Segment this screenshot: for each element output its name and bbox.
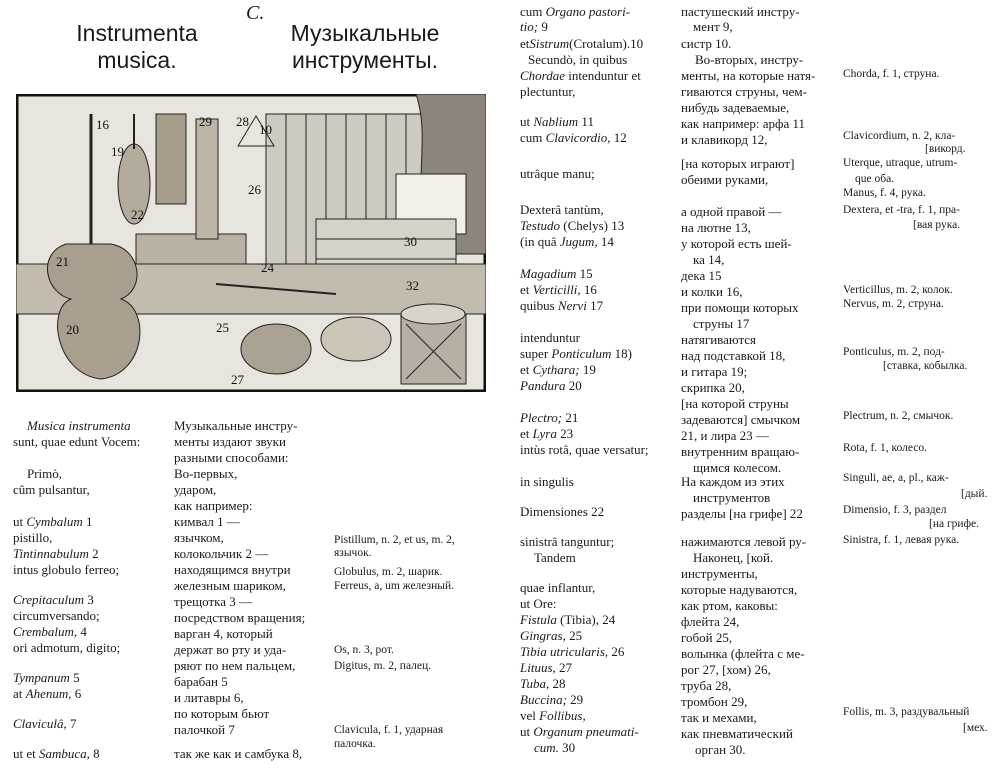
gloss-line: [викорд. [925, 143, 966, 155]
latin-line: cum. 30 [534, 740, 576, 755]
gloss-line: Sinistra, f. 1, левая рука. [843, 534, 960, 546]
russian-line: дека 15 [681, 268, 722, 283]
latin-line: pistillo, [13, 530, 53, 545]
latin-line: cûm pulsantur, [13, 482, 90, 497]
figure-label: 16 [96, 117, 109, 132]
gloss-line: Dextera, et -tra, f. 1, пра- [843, 204, 960, 216]
latin-line: Magadium 15 [520, 266, 593, 281]
figure-label: 28 [236, 114, 249, 129]
russian-line: как например: [174, 498, 253, 513]
gloss-line: Globulus, m. 2, шарик. [334, 566, 443, 578]
russian-line: нажимаются левой ру- [681, 534, 807, 549]
gloss-line: Follis, m. 3, раздувальный [843, 706, 970, 718]
russian-line: [на которых играют] [681, 156, 795, 171]
russian-line: которые надуваются, [681, 582, 798, 597]
latin-line: etSistrum(Crotalum).10 [520, 36, 644, 51]
gloss-line: Pistillum, n. 2, et us, m. 2, [334, 534, 455, 546]
russian-line: Во-вторых, инстру- [695, 52, 804, 67]
russian-line: натягиваются [681, 332, 757, 347]
russian-line: а одной правой — [681, 204, 782, 219]
russian-line: флейта 24, [681, 614, 740, 629]
gloss-line: [ставка, кобылка. [883, 360, 968, 372]
russian-line: ударом, [174, 482, 217, 497]
latin-line: super Ponticulum 18) [520, 346, 632, 361]
russian-line: орган 30. [695, 742, 746, 757]
russian-line: щимся колесом. [693, 460, 782, 475]
russian-line: находящимся внутри [174, 562, 291, 577]
russian-line: обеими руками, [681, 172, 769, 187]
latin-line: at Ahenum, 6 [13, 686, 82, 701]
russian-line: 21, и лира 23 — [681, 428, 769, 443]
latin-line: Chordae intenduntur et [520, 68, 641, 83]
title-latin-line2: musica. [97, 47, 177, 73]
russian-line: при помощи которых [681, 300, 799, 315]
russian-line: палочкой 7 [174, 722, 235, 737]
russian-line: так и мехами, [681, 710, 757, 725]
russian-line: и клавикорд 12, [681, 132, 768, 147]
latin-line: in singulis [520, 474, 574, 489]
russian-line: нибудь задеваемые, [681, 100, 790, 115]
russian-line: как например: арфа 11 [681, 116, 806, 131]
title-russian-line1: Музыкальные [290, 20, 440, 46]
title-latin-line1: Instrumenta [76, 20, 198, 46]
latin-line: Plectro; 21 [520, 410, 579, 425]
russian-line: ряют по нем пальцем, [174, 658, 296, 673]
figure-label: 10 [259, 122, 272, 137]
gloss-line: Clavicula, f. 1, ударная [334, 724, 444, 736]
russian-line: железным шариком, [174, 578, 286, 593]
latin-line: ut Cymbalum 1 [13, 514, 93, 529]
latin-line: quae inflantur, [520, 580, 596, 595]
russian-line: мент 9, [693, 19, 733, 34]
russian-line: скрипка 20, [681, 380, 745, 395]
russian-line: держат во рту и уда- [174, 642, 287, 657]
latin-line: Tintinnabulum 2 [13, 546, 99, 561]
latin-line: utrâque manu; [520, 166, 595, 181]
russian-line: и колки 16, [681, 284, 743, 299]
latin-line: et Lyra 23 [520, 426, 574, 441]
figure-label: 21 [56, 254, 69, 269]
gloss-line: Rota, f. 1, колесо. [843, 442, 928, 454]
russian-line: разными способами: [174, 450, 289, 465]
gloss-line: Singuli, ae, a, pl., каж- [843, 472, 949, 484]
russian-line: разделы [на грифе] 22 [681, 506, 803, 521]
latin-line: Tympanum 5 [13, 670, 80, 685]
latin-line: circumversando; [13, 608, 100, 623]
russian-line: барабан 5 [174, 674, 228, 689]
russian-line: задеваются] смычком [681, 412, 801, 427]
figure-label: 26 [248, 182, 261, 197]
russian-line: менты, на которые натя- [681, 68, 816, 83]
russian-line: систр 10. [681, 36, 732, 51]
russian-line: ка 14, [693, 252, 725, 267]
latin-line: sinistrâ tanguntur; [520, 534, 615, 549]
russian-line: инструменты, [681, 566, 758, 581]
russian-line: На каждом из этих [681, 474, 785, 489]
russian-line: так же как и самбука 8, [174, 746, 303, 761]
latin-line: Testudo (Chelys) 13 [520, 218, 625, 233]
russian-line: волынка (флейта с ме- [681, 646, 805, 661]
gloss-line: язычок. [334, 547, 372, 559]
russian-line: колокольчик 2 — [174, 546, 269, 561]
latin-line: (in quâ Jugum, 14 [520, 234, 614, 249]
figure-label: 30 [404, 234, 417, 249]
latin-line: Gingras, 25 [520, 628, 583, 643]
gloss-line: Ferreus, a, um железный. [334, 580, 454, 592]
latin-line: Primò, [27, 466, 63, 481]
russian-line: [на которой струны [681, 396, 789, 411]
russian-line: Во-первых, [174, 466, 238, 481]
gloss-line: Uterque, utraque, utrum- [843, 157, 958, 169]
gloss-line: Dimensio, f. 3, раздел [843, 504, 947, 516]
russian-line: как пневматический [681, 726, 793, 741]
latin-line: quibus Nervi 17 [520, 298, 604, 313]
page-letter: C. [246, 2, 265, 24]
latin-line: Crembalum, 4 [13, 624, 87, 639]
gloss-line: Nervus, m. 2, струна. [843, 298, 944, 310]
russian-line: и гитара 19; [681, 364, 748, 379]
latin-line: Pandura 20 [520, 378, 582, 393]
title-russian [270, 20, 460, 74]
russian-line: гобой 25, [681, 630, 733, 645]
gloss-line: que оба. [855, 173, 895, 185]
russian-line: струны 17 [693, 316, 750, 331]
instruments-illustration [16, 94, 486, 392]
russian-line: гиваются струны, чем- [681, 84, 807, 99]
latin-line: Lituus, 27 [520, 660, 573, 675]
russian-line: на лютне 13, [681, 220, 751, 235]
russian-line: как ртом, каковы: [681, 598, 778, 613]
russian-line: труба 28, [681, 678, 732, 693]
gloss-line: Ponticulus, m. 2, под- [843, 346, 945, 358]
gloss-line: [вая рука. [913, 219, 961, 231]
latin-line: cum Organo pastori- [520, 4, 631, 19]
gloss-line: [дый. [961, 488, 988, 500]
latin-line: Dexterâ tantùm, [520, 202, 604, 217]
gloss-line: Verticillus, m. 2, колок. [843, 284, 953, 296]
russian-line: язычком, [174, 530, 224, 545]
russian-line: тромбон 29, [681, 694, 748, 709]
latin-line: Dimensiones 22 [520, 504, 605, 519]
russian-line: и литавры 6, [174, 690, 244, 705]
gloss-line: [мех. [963, 722, 988, 734]
latin-line: Musica instrumenta [27, 418, 131, 433]
latin-line: intùs rotâ, quae versatur; [520, 442, 649, 457]
gloss-line: Chorda, f. 1, струна. [843, 68, 940, 80]
latin-line: intenduntur [520, 330, 580, 345]
latin-line: intus globulo ferreo; [13, 562, 120, 577]
russian-line: внутренним вращаю- [681, 444, 800, 459]
figure-label: 25 [216, 320, 229, 335]
russian-line: над подставкой 18, [681, 348, 786, 363]
gloss-line: [на грифе. [929, 518, 980, 530]
latin-line: et Verticilli, 16 [520, 282, 597, 297]
russian-line: Наконец, [кой. [693, 550, 774, 565]
latin-line: ut et Sambuca, 8 [13, 746, 100, 761]
title-latin [62, 20, 212, 74]
latin-line: Fistula (Tibia), 24 [520, 612, 616, 627]
russian-line: трещотка 3 — [174, 594, 253, 609]
latin-line: ut Organum pneumati- [520, 724, 639, 739]
title-russian-line2: инструменты. [291, 47, 439, 73]
latin-line: et Cythara; 19 [520, 362, 596, 377]
figure-label: 20 [66, 322, 79, 337]
russian-line: Музыкальные инстру- [174, 418, 298, 433]
gloss-line: Plectrum, n. 2, смычок. [843, 410, 954, 422]
latin-line: Tuba, 28 [520, 676, 566, 691]
russian-line: у которой есть шей- [681, 236, 792, 251]
latin-line: cum Clavicordio, 12 [520, 130, 627, 145]
latin-line: plectuntur, [520, 84, 576, 99]
russian-line: варган 4, который [174, 626, 273, 641]
latin-line: ori admotum, digito; [13, 640, 121, 655]
russian-line: кимвал 1 — [174, 514, 240, 529]
latin-line: vel Follibus, [520, 708, 586, 723]
figure-label: 24 [261, 260, 274, 275]
latin-line: Crepitaculum 3 [13, 592, 94, 607]
russian-line: менты издают звуки [174, 434, 286, 449]
russian-line: посредством вращения; [174, 610, 306, 625]
figure-label: 22 [131, 207, 144, 222]
russian-line: инструментов [693, 490, 771, 505]
figure-label: 19 [111, 144, 124, 159]
figure-label: 27 [231, 372, 244, 387]
latin-line: tio; 9 [520, 19, 548, 34]
latin-line: ut Nablium 11 [520, 114, 594, 129]
gloss-line: Os, n. 3, рот. [334, 644, 394, 656]
figure-label: 29 [199, 114, 212, 129]
latin-line: sunt, quae edunt Vocem: [13, 434, 141, 449]
gloss-line: Clavicordium, n. 2, кла- [843, 130, 956, 142]
latin-line: Tibia utricularis, 26 [520, 644, 625, 659]
figure-label: 32 [406, 278, 419, 293]
latin-line: Tandem [534, 550, 576, 565]
gloss-line: Manus, f. 4, рука. [843, 187, 926, 199]
gloss-line: палочка. [334, 738, 376, 750]
latin-line: Buccina; 29 [520, 692, 584, 707]
russian-line: пастушеский инстру- [681, 4, 800, 19]
russian-line: рог 27, [хом) 26, [681, 662, 771, 677]
russian-line: по которым бьют [174, 706, 270, 721]
latin-line: Secundò, in quibus [528, 52, 628, 67]
gloss-line: Digitus, m. 2, палец. [334, 660, 432, 672]
latin-line: ut Ore: [520, 596, 557, 611]
latin-line: Claviculâ, 7 [13, 716, 77, 731]
